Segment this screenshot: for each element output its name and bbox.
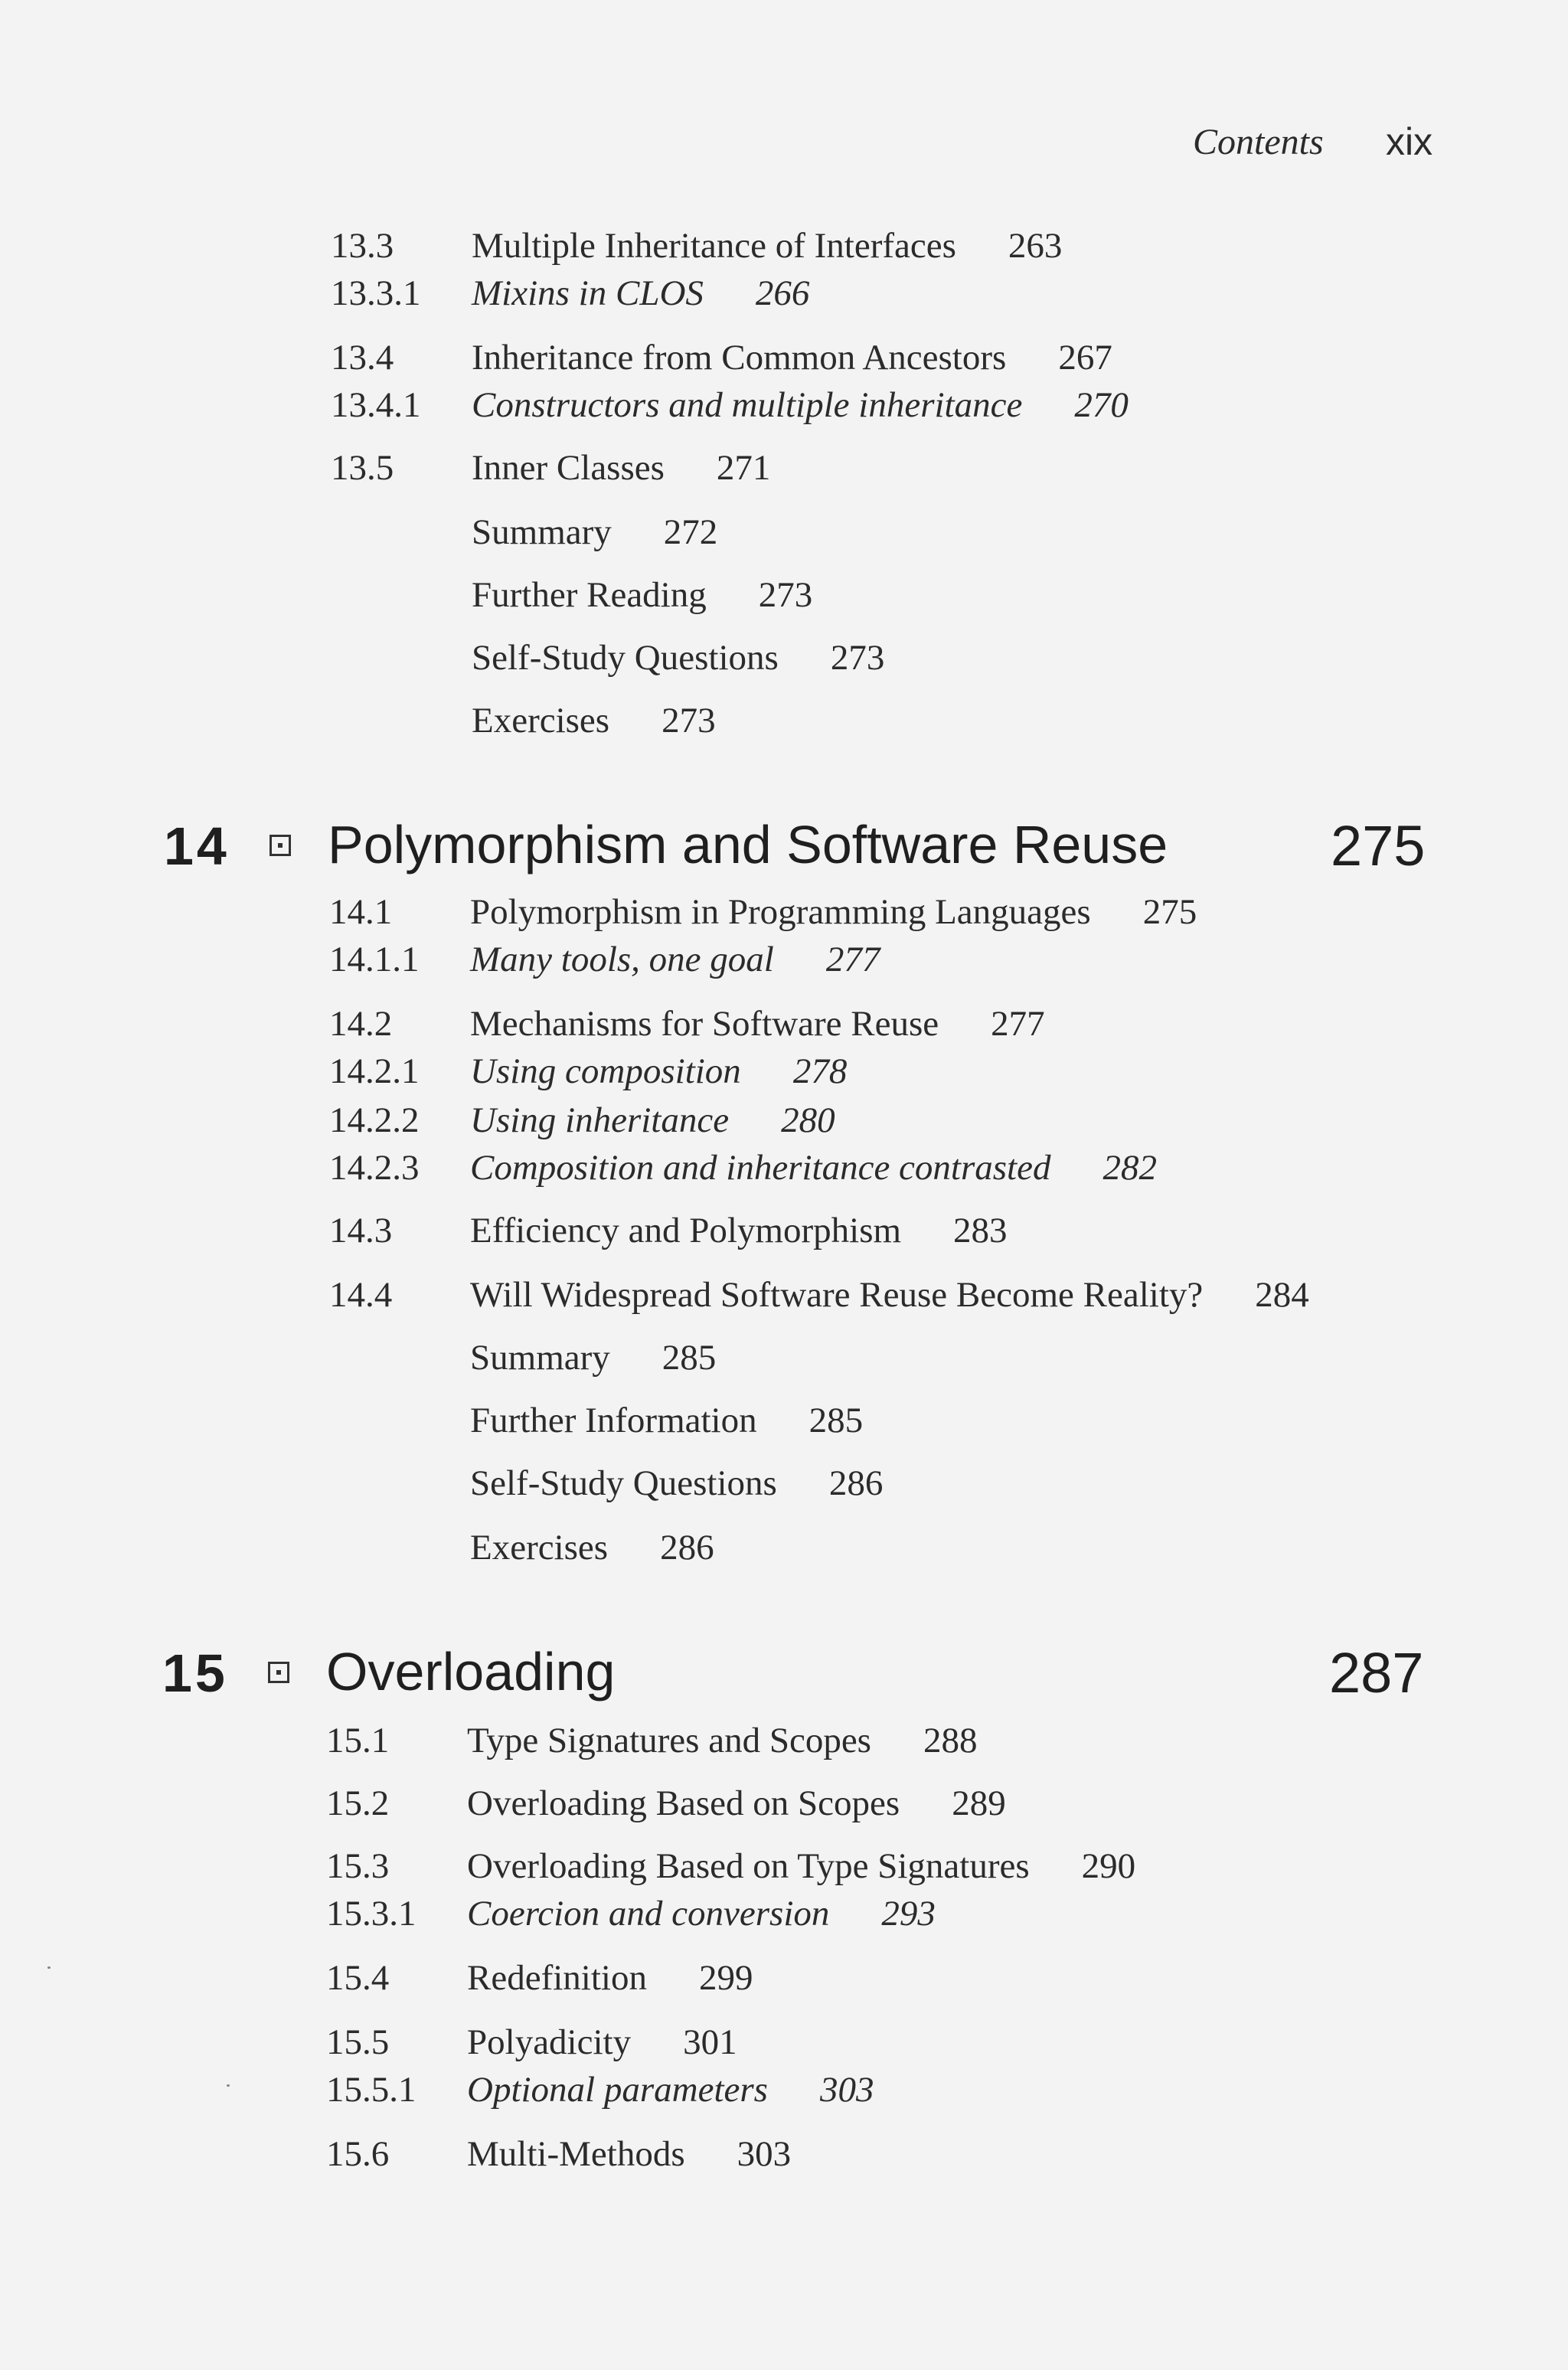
section-page: 286 [828, 1463, 884, 1503]
section-number: 14.2.2 [329, 1100, 420, 1140]
section-page: 278 [792, 1051, 848, 1091]
section-title-text: Summary [470, 1338, 610, 1378]
section-page: 267 [1058, 338, 1112, 378]
section-title-text: Self-Study Questions [470, 1463, 777, 1503]
chapter-page: 275 [1331, 814, 1426, 878]
section-number: 15.3 [326, 1846, 390, 1886]
section-title-text: Exercises [470, 1528, 609, 1567]
section-page: 273 [662, 701, 716, 740]
section-title [467, 1896, 936, 1932]
section-title-text: Mixins in CLOS [472, 273, 704, 313]
section-title-text: Overloading Based on Type Signatures [467, 1846, 1030, 1886]
section-title [472, 387, 1129, 423]
section-page: 290 [1081, 1846, 1136, 1886]
section-title-text: Exercises [472, 701, 610, 740]
section-page: 286 [660, 1528, 714, 1567]
section-title [470, 1100, 835, 1140]
section-title-text: Will Widespread Software Reuse Become Reality? [470, 1275, 1204, 1315]
section-title [467, 2022, 737, 2062]
section-title [472, 640, 884, 676]
section-page: 277 [991, 1004, 1045, 1044]
chapter-number: 14 [164, 816, 230, 876]
section-page: 289 [952, 1783, 1006, 1823]
section-page: 272 [663, 512, 718, 552]
section-number: 13.4.1 [331, 385, 421, 425]
section-page: 293 [881, 1894, 936, 1934]
section-title [470, 1530, 714, 1566]
section-title-text: Polymorphism in Programming Languages [470, 892, 1091, 932]
section-page: 273 [830, 638, 885, 678]
section-number: 14.2.1 [329, 1051, 420, 1091]
section-number: 15.4 [326, 1958, 390, 1998]
section-title [467, 1960, 753, 1996]
section-page: 263 [1008, 226, 1063, 266]
section-number: 15.6 [326, 2134, 390, 2174]
chapter-title: Overloading [326, 1642, 616, 1701]
section-title-text: Efficiency and Polymorphism [470, 1211, 902, 1250]
section-title [470, 894, 1197, 930]
section-title [470, 1213, 1008, 1249]
page-speck [47, 1966, 51, 1969]
section-page: 303 [819, 2070, 874, 2110]
section-page: 270 [1074, 385, 1129, 425]
section-title-text: Inheritance from Common Ancestors [472, 338, 1007, 378]
section-title-text: Summary [472, 512, 612, 552]
section-title-text: Type Signatures and Scopes [467, 1721, 871, 1760]
section-number: 13.5 [331, 448, 394, 488]
section-number: 15.5 [326, 2022, 390, 2062]
section-page: 271 [716, 448, 771, 488]
page-speck [227, 2084, 230, 2087]
section-title [472, 577, 812, 613]
section-number: 15.2 [326, 1783, 390, 1823]
section-page: 275 [1142, 892, 1197, 932]
section-number: 15.3.1 [326, 1894, 416, 1934]
section-title-text: Inner Classes [472, 448, 665, 488]
section-page: 280 [781, 1100, 835, 1140]
section-page: 283 [953, 1211, 1008, 1250]
section-title [472, 340, 1112, 376]
section-title [467, 2136, 791, 2172]
section-title [472, 273, 810, 313]
section-title [470, 1051, 848, 1091]
section-page: 299 [698, 1958, 753, 1998]
chapter-page: 287 [1329, 1641, 1424, 1705]
section-title-text: Composition and inheritance contrasted [470, 1148, 1051, 1188]
section-number: 14.2.3 [329, 1148, 420, 1188]
section-number: 14.4 [329, 1275, 393, 1315]
section-number: 14.3 [329, 1211, 393, 1250]
section-page: 301 [683, 2022, 737, 2062]
section-title-text: Constructors and multiple inheritance [472, 385, 1023, 425]
section-title [467, 1723, 977, 1759]
section-title [470, 1150, 1157, 1186]
section-page: 266 [755, 273, 810, 313]
section-number: 13.3 [331, 226, 394, 266]
section-title [472, 228, 1062, 264]
section-title [472, 703, 716, 739]
section-title-text: Further Information [470, 1401, 757, 1440]
section-page: 273 [758, 575, 813, 615]
section-number: 15.5.1 [326, 2070, 416, 2110]
section-number: 15.1 [326, 1721, 390, 1760]
running-head: Contents [1193, 122, 1324, 162]
section-title-text: Multiple Inheritance of Interfaces [472, 226, 956, 266]
section-title-text: Using inheritance [470, 1100, 730, 1140]
section-page: 288 [923, 1721, 978, 1760]
section-title-text: Optional parameters [467, 2070, 768, 2110]
section-title-text: Self-Study Questions [472, 638, 779, 678]
section-title-text: Polyadicity [467, 2022, 632, 2062]
section-page: 303 [737, 2134, 792, 2174]
section-title [467, 1846, 1136, 1886]
section-title [470, 1277, 1309, 1313]
section-title [472, 512, 718, 552]
section-title [472, 450, 770, 486]
chapter-bullet-icon [268, 1662, 289, 1683]
section-page: 282 [1102, 1148, 1157, 1188]
section-title [470, 1463, 884, 1503]
section-title-text: Many tools, one goal [470, 940, 774, 979]
section-page: 277 [825, 940, 880, 979]
section-title-text: Redefinition [467, 1958, 647, 1998]
section-page: 285 [662, 1338, 717, 1378]
section-title [470, 1340, 716, 1376]
section-number: 13.3.1 [331, 273, 421, 313]
section-title-text: Mechanisms for Software Reuse [470, 1004, 939, 1044]
section-title-text: Using composition [470, 1051, 741, 1091]
section-number: 13.4 [331, 338, 394, 378]
section-page: 284 [1255, 1275, 1309, 1315]
section-number: 14.1.1 [329, 940, 420, 979]
section-title [470, 942, 880, 978]
chapter-number: 15 [162, 1643, 228, 1703]
page-number: xix [1386, 120, 1433, 163]
section-title [470, 1006, 1045, 1042]
section-title [467, 1783, 1006, 1823]
section-title-text: Coercion and conversion [467, 1894, 830, 1934]
section-number: 14.1 [329, 892, 393, 932]
section-title-text: Multi-Methods [467, 2134, 685, 2174]
section-number: 14.2 [329, 1004, 393, 1044]
section-title [467, 2072, 874, 2108]
section-title [470, 1403, 863, 1439]
chapter-bullet-icon [270, 835, 291, 856]
chapter-title: Polymorphism and Software Reuse [328, 815, 1168, 874]
section-page: 285 [808, 1401, 864, 1440]
section-title-text: Overloading Based on Scopes [467, 1783, 900, 1823]
section-title-text: Further Reading [472, 575, 707, 615]
